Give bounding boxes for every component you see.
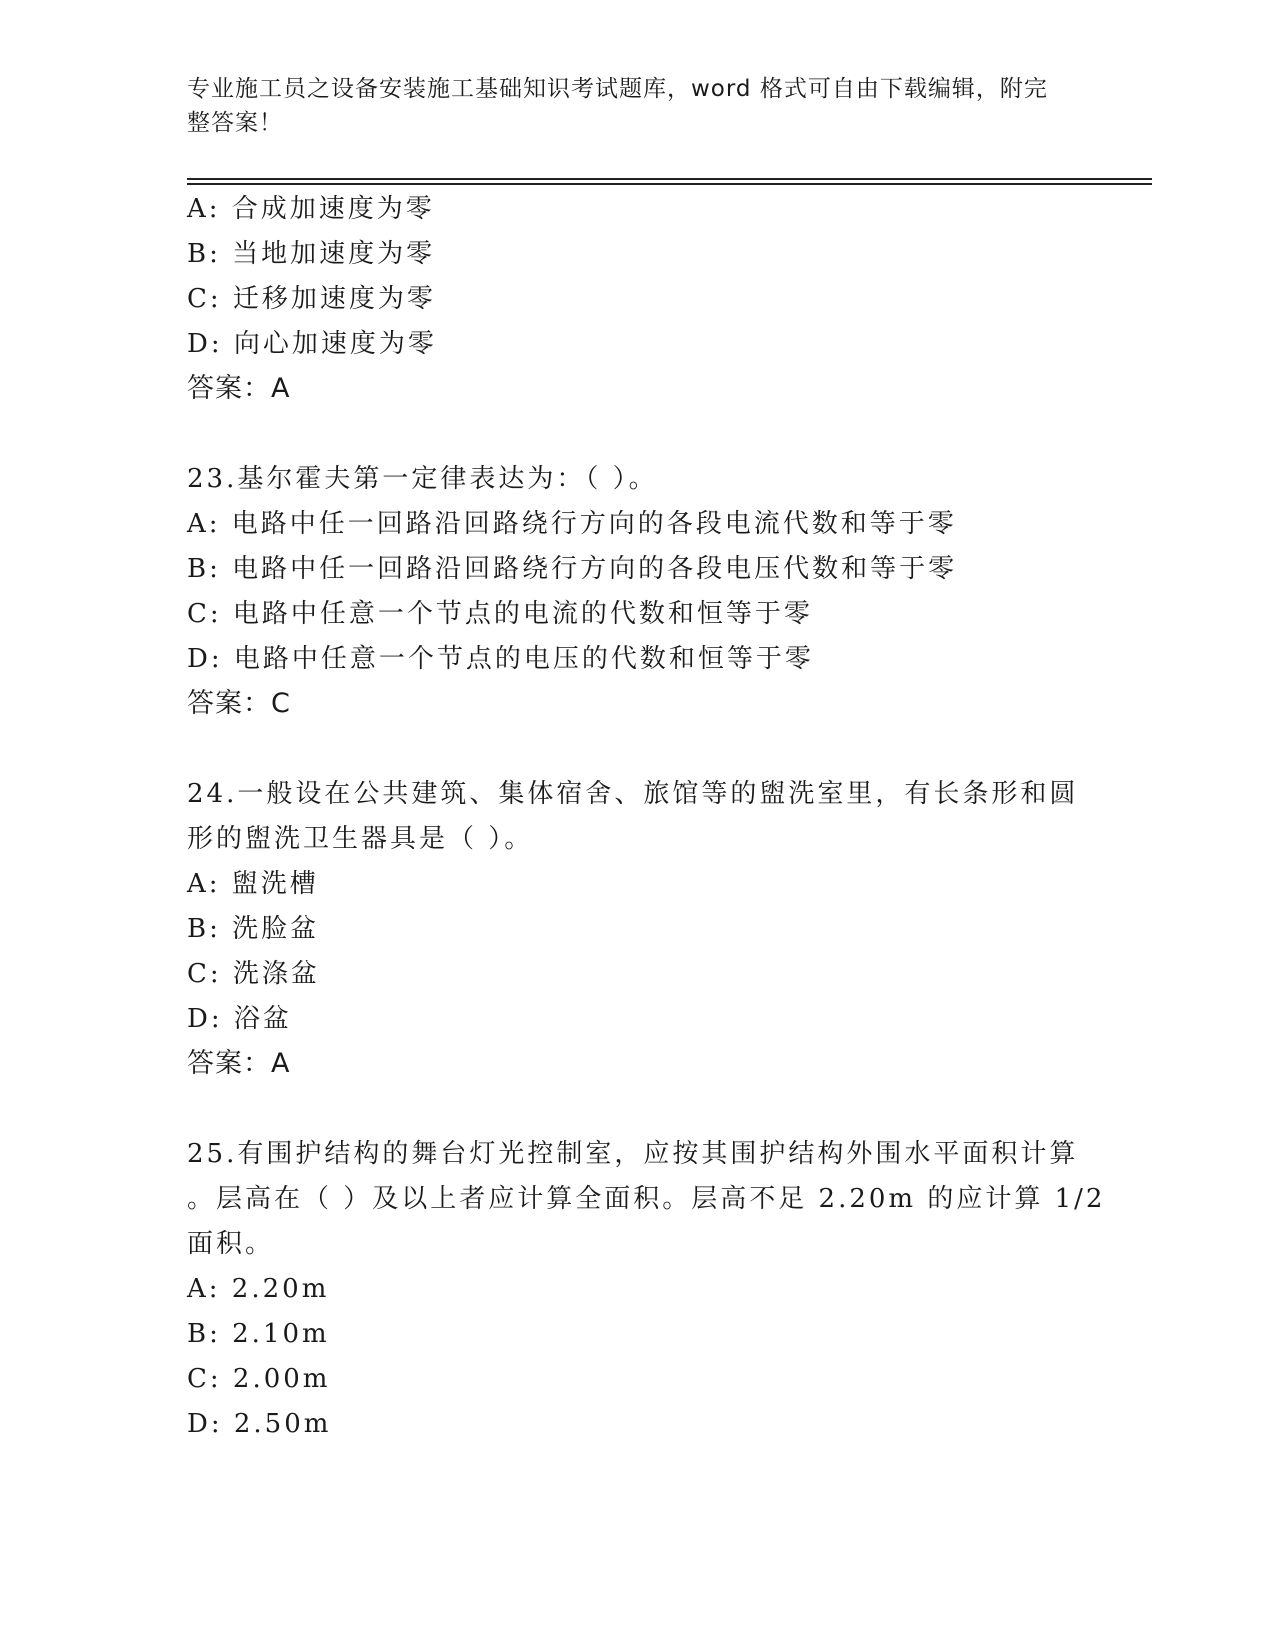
option-c: C: 电路中任意一个节点的电流的代数和恒等于零	[187, 599, 813, 629]
option-d: D: 电路中任意一个节点的电压的代数和恒等于零	[187, 644, 814, 674]
document-header	[187, 72, 1067, 140]
answer: 答案：C	[187, 688, 291, 719]
option-a: A: 电路中任一回路沿回路绕行方向的各段电流代数和等于零	[187, 509, 957, 539]
option-b: B: 洗脸盆	[187, 914, 320, 944]
question-stem-line-2: 。层高在（ ）及以上者应计算全面积。层高不足 2.20m 的应计算 1/2	[187, 1184, 1106, 1214]
header-line-1: 专业施工员之设备安装施工基础知识考试题库，word 格式可自由下载编辑，附完	[187, 76, 1048, 102]
header-line-2: 整答案！	[187, 110, 283, 136]
answer: 答案：A	[187, 1048, 291, 1079]
option-c: C: 2.00m	[187, 1364, 331, 1394]
question-stem-line-3: 面积。	[187, 1229, 275, 1259]
question-stem-line-2: 形的盥洗卫生器具是（ ）。	[187, 824, 534, 854]
option-a: A: 盥洗槽	[187, 869, 319, 899]
option-c: C: 洗涤盆	[187, 959, 320, 989]
option-d: D: 向心加速度为零	[187, 329, 437, 359]
option-a: A: 2.20m	[187, 1274, 330, 1304]
option-b: B: 当地加速度为零	[187, 239, 436, 269]
question-stem-line-1: 25.有围护结构的舞台灯光控制室，应按其围护结构外围水平面积计算	[187, 1139, 1079, 1169]
answer: 答案：A	[187, 373, 291, 404]
option-b: B: 2.10m	[187, 1319, 330, 1349]
option-a: A: 合成加速度为零	[187, 194, 435, 224]
option-d: D: 2.50m	[187, 1409, 332, 1439]
header-divider-top	[187, 178, 1152, 180]
option-b: B: 电路中任一回路沿回路绕行方向的各段电压代数和等于零	[187, 554, 958, 584]
header-divider-bottom	[187, 183, 1152, 185]
question-stem: 23.基尔霍夫第一定律表达为：（ ）。	[187, 464, 658, 494]
question-stem-line-1: 24.一般设在公共建筑、集体宿舍、旅馆等的盥洗室里，有长条形和圆	[187, 779, 1079, 809]
option-d: D: 浴盆	[187, 1004, 292, 1034]
option-c: C: 迁移加速度为零	[187, 284, 436, 314]
